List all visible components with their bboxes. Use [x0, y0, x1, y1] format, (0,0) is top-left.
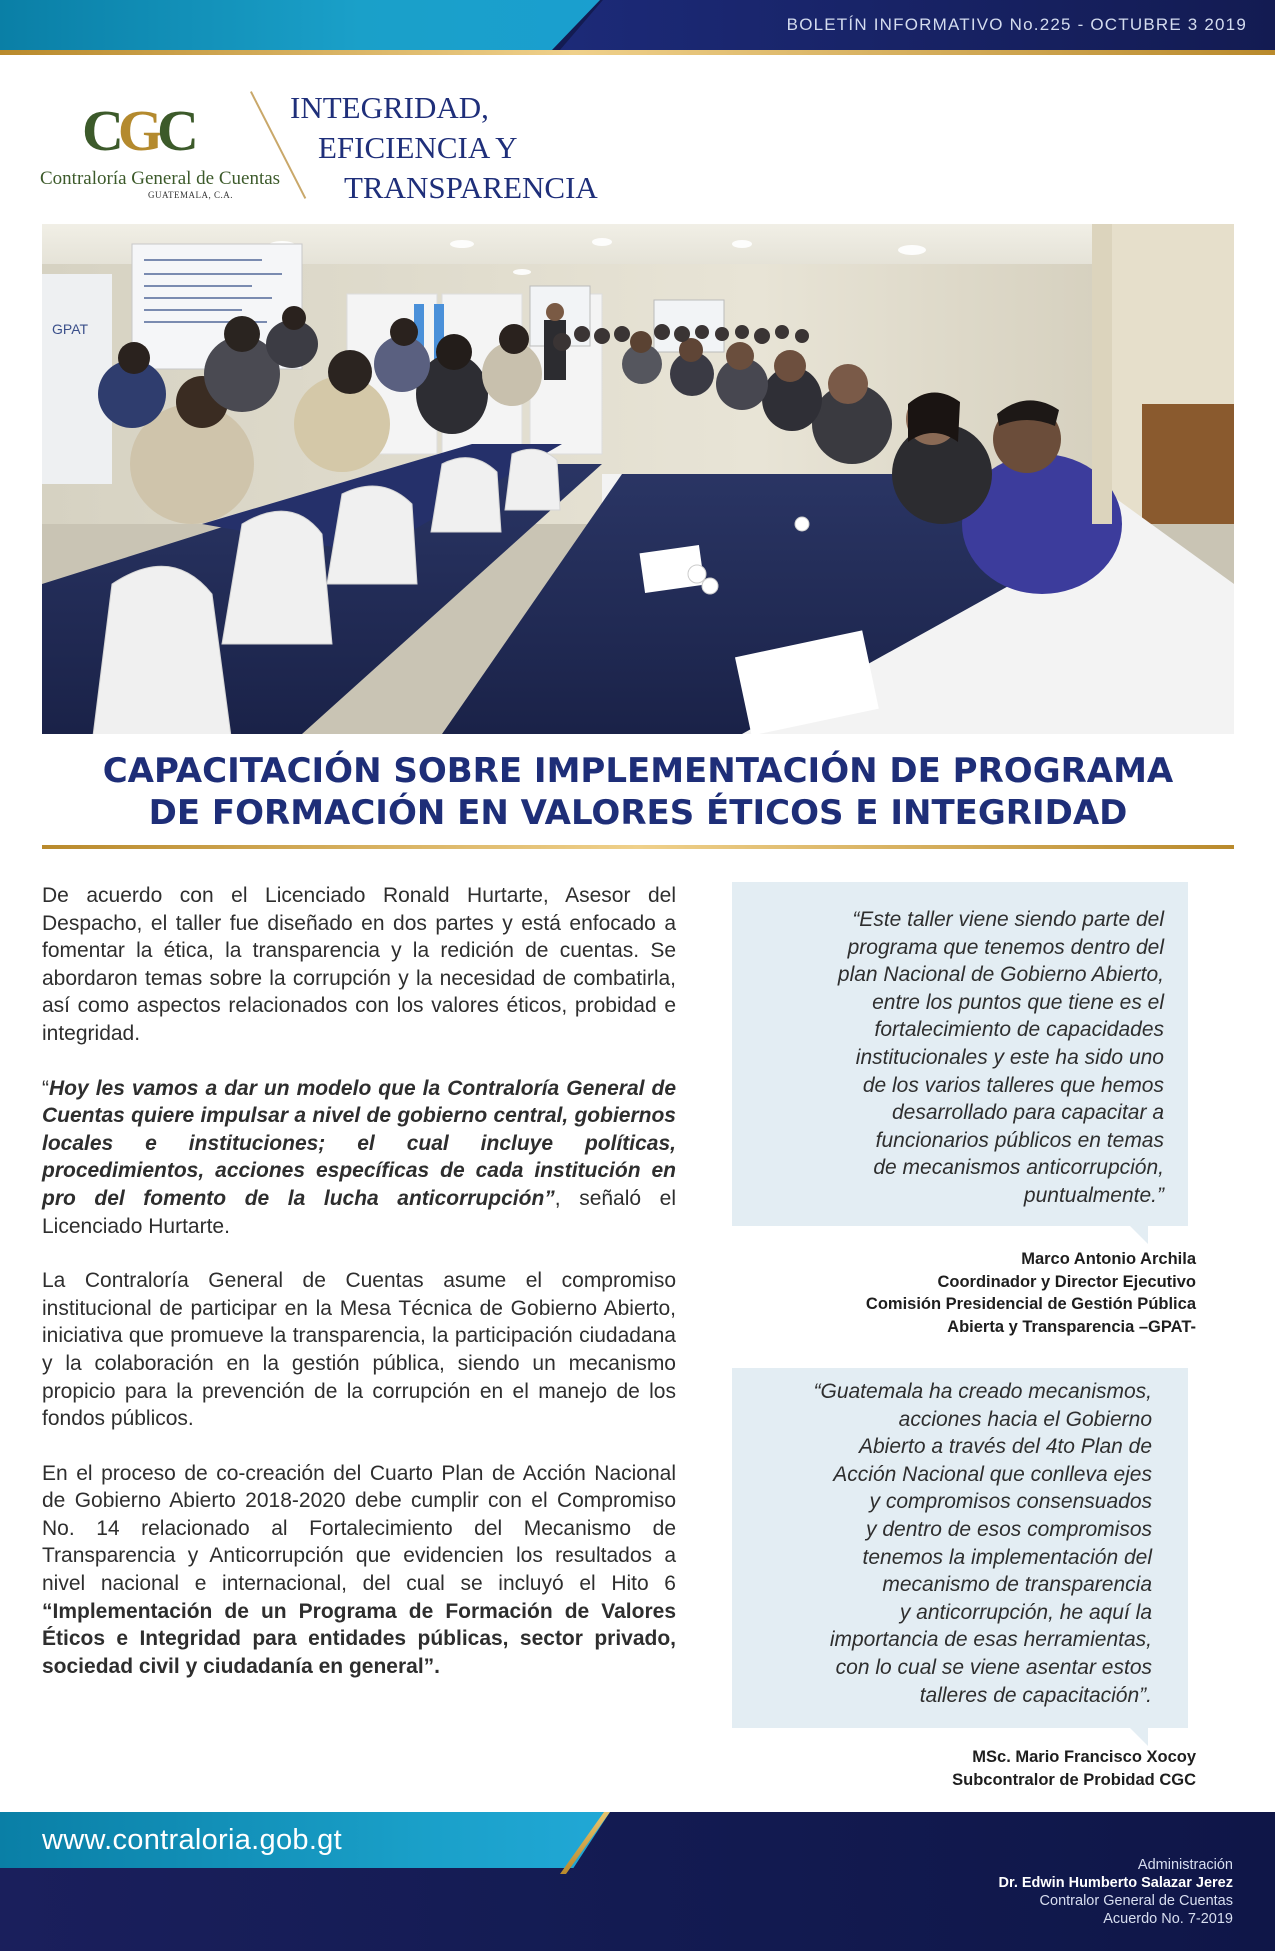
paragraph-2-open-quote: “ [42, 1076, 49, 1100]
headline [42, 750, 1234, 834]
logo-place: GUATEMALA, C.A. [148, 190, 233, 200]
paragraph-4-text: En el proceso de co-creación del Cuarto Plan de Acción Nacional de Gobierno Abierto 2018-2020 debe cumplir con el Compromiso No. 14 relacionado al Fortalecimiento del Mecanismo de Transparencia y Anticorrupción que evidencien los resultados a nivel nacional e internacional, del cual se incluyó el Hito 6 [42, 1461, 676, 1596]
attribution-title: Coordinador y Director Ejecutivo [937, 1272, 1196, 1291]
motto-line-1: INTEGRIDAD, [290, 90, 489, 125]
pull-quote-1-line: de mecanismos anticorrupción, [873, 1156, 1164, 1180]
event-photo [42, 224, 1234, 734]
paragraph-2 [42, 1075, 676, 1241]
bulletin-number: BOLETÍN INFORMATIVO No.225 - OCTUBRE 3 2019 [786, 15, 1247, 34]
administration-block [999, 1856, 1234, 1928]
pull-quote-2-line: acciones hacia el Gobierno [898, 1407, 1152, 1431]
paragraph-1: De acuerdo con el Licenciado Ronald Hurtarte, Asesor del Despacho, el taller fue diseñado en dos partes y está enfocado a fomentar la ética, la transparencia y la redición de cuentas. Se abordaron temas sobre la corrupción y la necesidad de combatirla, así como aspectos relacionados con los valores éticos, probidad e integridad. [42, 884, 676, 1045]
pull-quote-1-line: “Este taller viene siendo parte del [852, 908, 1164, 931]
pull-quote-1-line: fortalecimiento de capacidades [874, 1018, 1164, 1042]
cgc-logo [38, 96, 288, 200]
monogram-letter-c-right: C [157, 98, 193, 163]
attribution-name: Marco Antonio Archila [1021, 1250, 1196, 1268]
pull-quote-1-line: desarrollado para capacitar a [892, 1101, 1164, 1125]
monogram-letter-g: G [117, 98, 158, 163]
paragraph-3: La Contraloría General de Cuentas asume el compromiso institucional de participar en la Mesa Técnica de Gobierno Abierto, iniciativa que promueve la transparencia, la participación ciudadana y la colaboración en la gestión pública, siendo un mecanismo propicio para la prevención de la corrupción en el manejo de los fondos públicos. [42, 1269, 676, 1431]
top-banner [0, 0, 1275, 50]
pull-quote-2-line: Acción Nacional que conlleva ejes [833, 1462, 1152, 1486]
pull-quote-1-attribution [732, 1248, 1196, 1338]
pull-quote-2-line: importancia de esas herramientas, [829, 1628, 1152, 1652]
headline-line-2: DE FORMACIÓN EN VALORES ÉTICOS E INTEGRIDAD [148, 793, 1128, 833]
pull-quote-2-line: “Guatemala ha creado mecanismos, [813, 1380, 1152, 1403]
article-body [42, 882, 676, 1707]
pull-quote-2-line: y dentro de esos compromisos [866, 1517, 1152, 1541]
admin-name: Dr. Edwin Humberto Salazar Jerez [998, 1875, 1233, 1891]
attribution-title: Subcontralor de Probidad CGC [952, 1770, 1196, 1789]
pull-quote-1-line: funcionarios públicos en temas [875, 1128, 1164, 1152]
pull-quote-1-line: puntualmente.” [1023, 1183, 1164, 1207]
attribution-org: Abierta y Transparencia –GPAT- [947, 1317, 1196, 1336]
pull-quote-2 [732, 1368, 1188, 1728]
admin-agreement: Acuerdo No. 7-2019 [1103, 1911, 1233, 1927]
motto-line-2: EFICIENCIA Y [318, 130, 518, 165]
pull-quote-2-tail [1130, 1728, 1148, 1746]
pull-quote-1-line: entre los puntos que tiene es el [872, 990, 1164, 1014]
admin-label: Administración [1137, 1857, 1233, 1873]
pull-quote-2-line: mecanismo de transparencia [882, 1573, 1152, 1597]
pull-quote-1 [732, 882, 1188, 1226]
motto-line-3: TRANSPARENCIA [344, 170, 598, 205]
pull-quote-2-line: tenemos la implementación del [862, 1545, 1152, 1569]
headline-line-1: CAPACITACIÓN SOBRE IMPLEMENTACIÓN DE PROGRAMA [102, 751, 1174, 791]
paragraph-4-bold: “Implementación de un Programa de Formación de Valores Éticos e Integridad para entidades públicas, sector privado, sociedad civil y ciudadanía en general”. [42, 1599, 676, 1678]
paragraph-2-tail: , señaló el Licenciado Hurtarte. [42, 1186, 676, 1238]
pull-quote-1-line: plan Nacional de Gobierno Abierto, [837, 963, 1164, 987]
event-photo-illustration [42, 224, 1234, 734]
website-link[interactable]: www.contraloria.gob.gt [42, 1824, 342, 1856]
attribution-org: Comisión Presidencial de Gestión Pública [865, 1295, 1196, 1313]
paragraph-4 [42, 1460, 676, 1681]
monogram-letter-c: C [82, 98, 118, 163]
pull-quote-1-line: institucionales y este ha sido uno [855, 1045, 1164, 1069]
pull-quote-1-line: programa que tenemos dentro del [847, 935, 1164, 959]
pull-quote-2-line: Abierto a través del 4to Plan de [858, 1435, 1152, 1459]
top-gold-rule [0, 50, 1275, 55]
footer-banner [0, 1812, 1275, 1951]
pull-quote-2-line: y compromisos consensuados [869, 1490, 1152, 1514]
cgc-monogram [82, 98, 193, 163]
pull-quote-2-line: con lo cual se viene asentar estos [835, 1655, 1152, 1679]
attribution-name: MSc. Mario Francisco Xocoy [972, 1748, 1196, 1766]
admin-title: Contralor General de Cuentas [1039, 1893, 1233, 1909]
headline-gold-rule [42, 845, 1234, 849]
top-banner-teal-band [0, 0, 600, 50]
pull-quote-1-line: de los varios talleres que hemos [862, 1073, 1164, 1097]
svg-text:GPAT: GPAT [52, 321, 89, 337]
pull-quote-2-line: y anticorrupción, he aquí la [899, 1600, 1152, 1624]
paragraph-2-quote: Hoy les vamos a dar un modelo que la Contraloría General de Cuentas quiere impulsar a nivel de gobierno central, gobiernos locales e instituciones; el cual incluye políticas, procedimientos, acciones específicas de cada institución en pro del fomento de la lucha anticorrupción” [42, 1076, 676, 1210]
pull-quote-2-line: talleres de capacitación”. [919, 1683, 1152, 1707]
pull-quote-1-tail [1130, 1226, 1148, 1244]
logo-institution-name: Contraloría General de Cuentas [40, 168, 281, 189]
pull-quote-2-attribution [732, 1746, 1196, 1791]
